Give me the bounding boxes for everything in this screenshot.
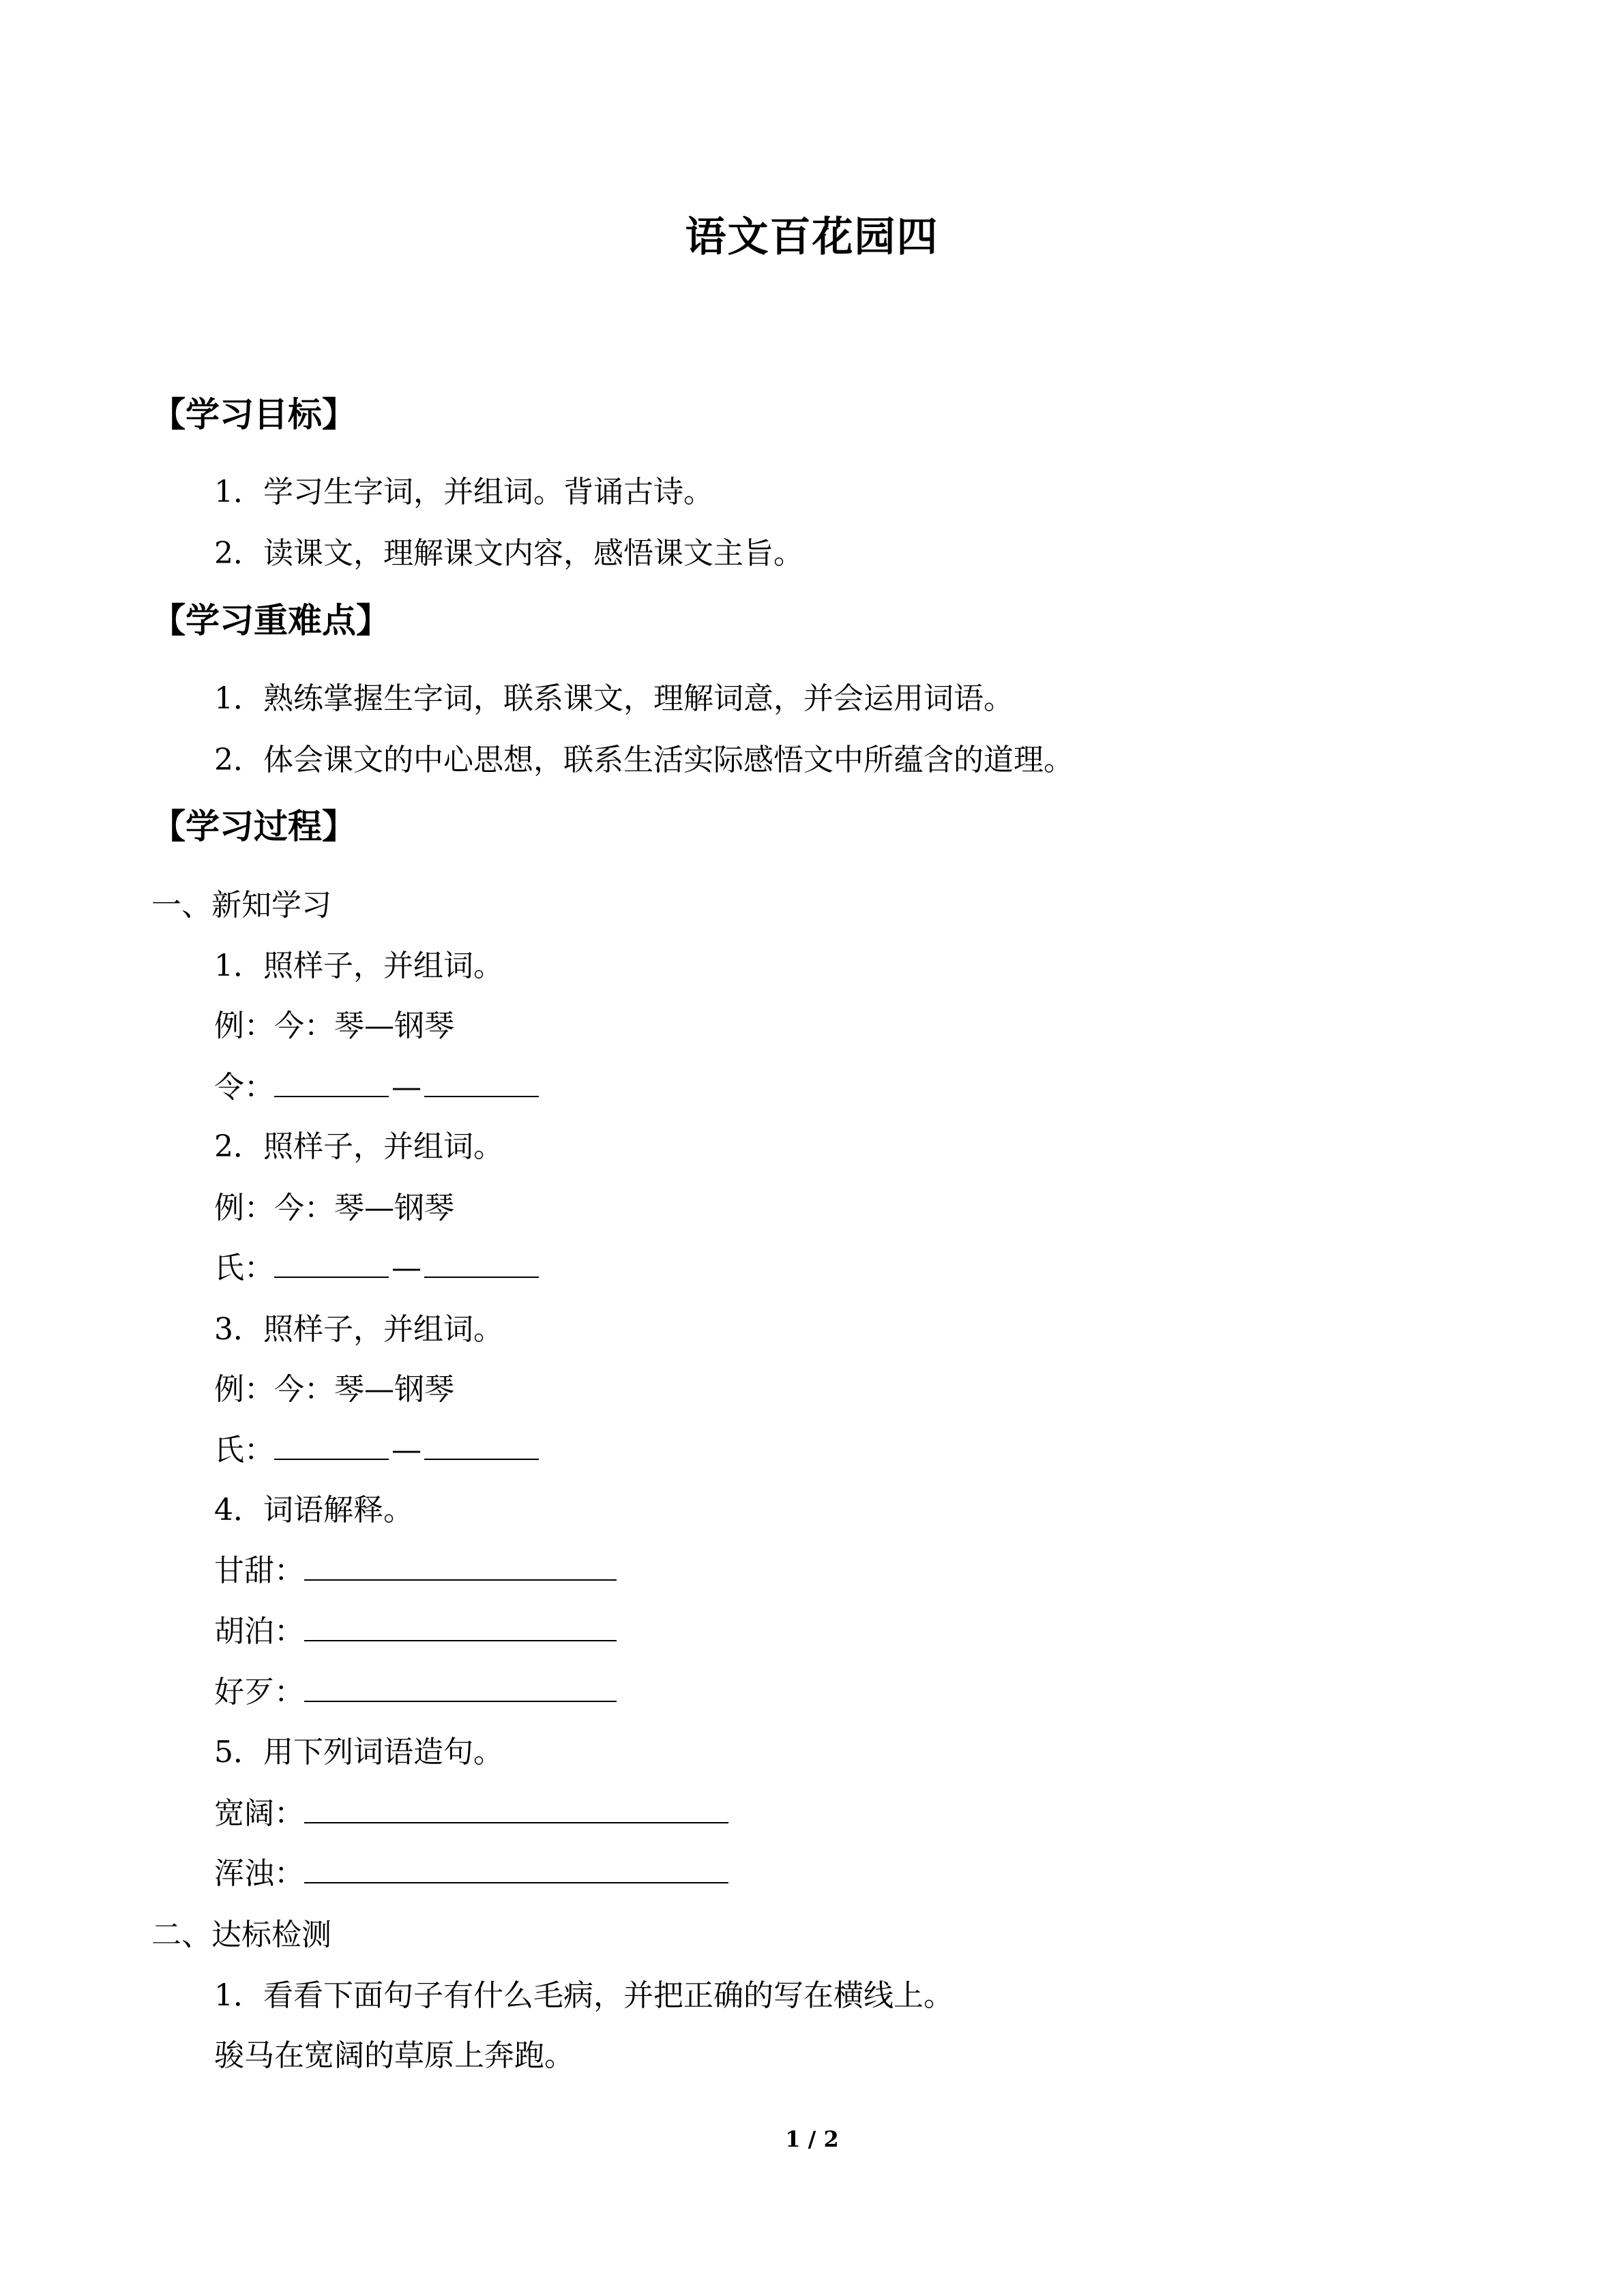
question-3-answer-row xyxy=(214,1430,539,1471)
term-label: 好歹： xyxy=(214,1675,304,1710)
answer-blank[interactable] xyxy=(274,1431,389,1460)
answer-blank[interactable] xyxy=(304,1613,617,1641)
answer-blank[interactable] xyxy=(274,1069,389,1097)
part1-heading: 一、新知学习 xyxy=(151,888,331,923)
answer-blank[interactable] xyxy=(304,1855,728,1883)
term-label: 浑浊： xyxy=(214,1856,304,1891)
answer-blank[interactable] xyxy=(424,1069,539,1097)
goal-item: 2．读课文，理解课文内容，感悟课文主旨。 xyxy=(214,536,803,571)
page-title: 语文百花园四 xyxy=(685,213,939,261)
section-heading-goals: 【学习目标】 xyxy=(151,395,356,434)
part2-sentence: 骏马在宽阔的草原上奔跑。 xyxy=(214,2038,574,2073)
question-1-example: 例：今：琴—钢琴 xyxy=(214,1009,454,1043)
term-label: 胡泊： xyxy=(214,1614,304,1649)
answer-prompt: 令： xyxy=(214,1070,274,1105)
question-3: 3．照样子，并组词。 xyxy=(214,1312,503,1347)
answer-prompt: 氏： xyxy=(214,1251,274,1285)
dash-separator: — xyxy=(392,1251,422,1285)
answer-blank[interactable] xyxy=(304,1673,617,1702)
sentence-row xyxy=(214,1793,728,1834)
term-label: 甘甜： xyxy=(214,1553,304,1588)
term-label: 宽阔： xyxy=(214,1796,304,1831)
answer-prompt: 氏： xyxy=(214,1433,274,1467)
answer-blank[interactable] xyxy=(304,1552,617,1581)
question-4: 4．词语解释。 xyxy=(214,1493,413,1527)
definition-row xyxy=(214,1672,617,1713)
goal-item: 1．学习生字词，并组词。背诵古诗。 xyxy=(214,475,713,509)
sentence-row xyxy=(214,1853,728,1894)
part2-question-1: 1．看看下面句子有什么毛病，并把正确的写在横线上。 xyxy=(214,1978,954,2013)
answer-blank[interactable] xyxy=(304,1795,728,1823)
question-1: 1．照样子，并组词。 xyxy=(214,949,503,983)
question-2: 2．照样子，并组词。 xyxy=(214,1129,503,1164)
section-heading-process: 【学习过程】 xyxy=(151,807,356,846)
dash-separator: — xyxy=(392,1070,422,1105)
definition-row xyxy=(214,1551,617,1592)
page-number: 1 / 2 xyxy=(785,2126,839,2152)
question-2-example: 例：今：琴—钢琴 xyxy=(214,1191,454,1225)
answer-blank[interactable] xyxy=(424,1249,539,1278)
answer-blank[interactable] xyxy=(424,1431,539,1460)
question-5: 5．用下列词语造句。 xyxy=(214,1735,503,1770)
key-point-item: 2．体会课文的中心思想，联系生活实际感悟文中所蕴含的道理。 xyxy=(214,743,1074,777)
section-heading-key-points: 【学习重难点】 xyxy=(151,601,390,640)
question-1-answer-row xyxy=(214,1067,539,1108)
definition-row xyxy=(214,1611,617,1652)
key-point-item: 1．熟练掌握生字词，联系课文，理解词意，并会运用词语。 xyxy=(214,681,1014,716)
part2-heading: 二、达标检测 xyxy=(151,1918,331,1952)
question-2-answer-row xyxy=(214,1248,539,1289)
question-3-example: 例：今：琴—钢琴 xyxy=(214,1372,454,1407)
dash-separator: — xyxy=(392,1433,422,1467)
answer-blank[interactable] xyxy=(274,1249,389,1278)
